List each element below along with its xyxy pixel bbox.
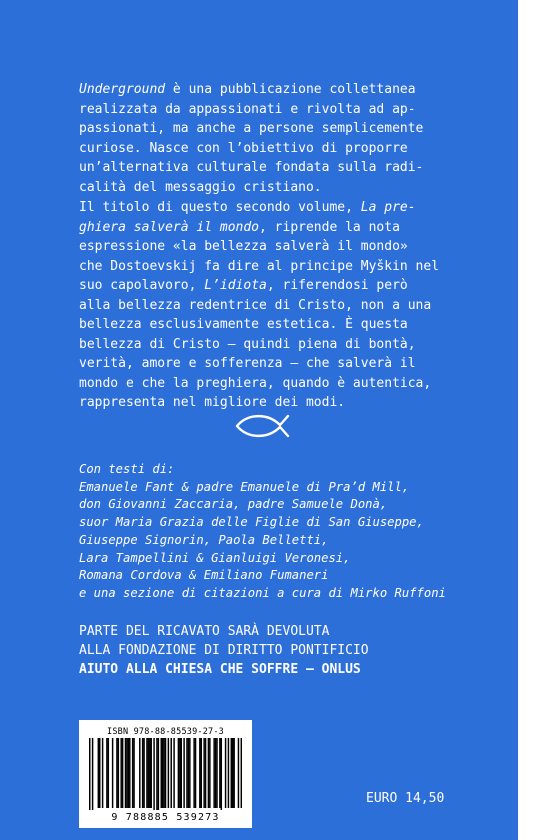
barcode-bar xyxy=(120,738,121,808)
barcode-bar xyxy=(106,738,107,808)
barcode-bar xyxy=(219,738,220,808)
ean-digits: 9 788885 539273 xyxy=(111,812,220,823)
barcode-bar xyxy=(125,738,126,808)
isbn-number: ISBN 978-88-85539-27-3 xyxy=(107,727,224,737)
contributors-heading: Con testi di: xyxy=(79,462,175,476)
contributor-line: Lara Tampellini & Gianluigi Veronesi, xyxy=(79,550,351,565)
barcode-bar xyxy=(203,738,204,808)
barcode-bar xyxy=(165,738,166,808)
barcode-bar xyxy=(221,738,222,810)
barcode-bar xyxy=(132,738,133,808)
description-line: suo capolavoro, L’idiota, riferendosi però xyxy=(79,278,408,293)
intro-line: passionati, ma anche a persone semplicemente xyxy=(79,121,424,136)
contributors-list xyxy=(79,461,459,603)
contributor-line: suor Maria Grazia delle Figlie di San Giuseppe, xyxy=(79,515,424,530)
description-line: che Dostoevskij fa dire al principe Myškin nel xyxy=(79,258,440,274)
barcode-bar xyxy=(241,738,242,808)
description-line: espressione «la bellezza salverà il mondo» xyxy=(79,239,408,254)
barcode-bar xyxy=(195,738,196,808)
barcode-bar xyxy=(231,738,232,808)
barcode-bar xyxy=(149,738,150,808)
barcode-bar xyxy=(168,738,169,808)
barcode-bar xyxy=(179,738,180,808)
book-title: ghiera salverà il mondo xyxy=(79,219,260,235)
barcode-bar xyxy=(102,738,103,808)
description-line: bellezza esclusivamente estetica. È questa xyxy=(79,317,408,332)
price-label: EURO 14,50 xyxy=(366,791,445,806)
barcode-bar xyxy=(99,738,100,808)
intro-line: realizzata da appassionati e rivolta ad ap- xyxy=(79,101,416,117)
contributor-line: e una sezione di citazioni a cura di Mirko Ruffoni xyxy=(79,585,446,600)
barcode-bar xyxy=(238,738,239,808)
barcode-bar xyxy=(146,738,147,808)
intro-line: Underground è una pubblicazione collettanea xyxy=(79,82,416,97)
barcode-bar xyxy=(122,738,123,808)
barcode-bar xyxy=(199,738,200,808)
ichthys-fish-icon xyxy=(234,412,290,440)
barcode-bar xyxy=(232,738,233,808)
barcode-bar xyxy=(148,738,149,808)
barcode-bar xyxy=(142,738,143,808)
barcode-bar xyxy=(189,738,190,808)
barcode-bar xyxy=(161,738,162,808)
barcode-bar xyxy=(205,738,206,808)
barcode-bar xyxy=(89,738,90,810)
barcode-bar xyxy=(183,738,184,808)
barcode-bar xyxy=(178,738,179,808)
barcode-bar xyxy=(143,738,144,808)
notice-line: PARTE DEL RICAVATO SARÀ DEVOLUTA xyxy=(79,624,330,639)
book-title: La pre- xyxy=(360,200,416,215)
description-line: ghiera salverà il mondo, riprende la nota xyxy=(79,219,400,235)
barcode-bar xyxy=(162,738,163,808)
barcode-bar xyxy=(186,738,187,808)
barcode-bar xyxy=(188,738,189,808)
intro-line: un’alternativa culturale fondata sulla radi- xyxy=(79,160,424,175)
charity-name: AIUTO ALLA CHIESA CHE SOFFRE – ONLUS xyxy=(79,662,361,677)
description-line: alla bellezza redentrice di Cristo, non a una xyxy=(79,297,432,313)
barcode-bar xyxy=(193,738,194,808)
barcode-bar xyxy=(173,738,174,808)
barcode-bar xyxy=(163,738,164,808)
barcode-bar xyxy=(228,738,229,808)
barcode-bar xyxy=(150,738,151,808)
barcode-bar xyxy=(128,738,129,808)
description-line: bellezza di Cristo – quindi piena di bontà, xyxy=(79,336,416,352)
barcode-bar xyxy=(129,738,130,808)
description-line: rappresenta nel migliore dei modi. xyxy=(79,395,346,410)
barcode-bar xyxy=(153,738,154,810)
barcode-bar xyxy=(156,738,157,810)
publication-name: Underground xyxy=(79,82,166,97)
isbn-barcode xyxy=(79,720,252,828)
contributor-line: Emanuele Fant & padre Emanuele di Pra’d Mill, xyxy=(79,479,410,494)
barcode-bar xyxy=(171,738,172,808)
donation-notice xyxy=(79,622,369,679)
barcode-bar xyxy=(118,738,119,808)
barcode-bars xyxy=(89,738,242,810)
barcode-bar xyxy=(92,738,93,810)
description-line: mondo e che la preghiera, quando è autentica, xyxy=(79,375,432,391)
barcode-bar xyxy=(216,738,217,808)
intro-line: calità del messaggio cristiano. xyxy=(79,179,322,195)
barcode-bar xyxy=(133,738,134,808)
barcode-bar xyxy=(225,738,226,808)
contributor-line: Giuseppe Signorin, Paola Belletti, xyxy=(79,532,329,547)
barcode-bar xyxy=(158,738,159,810)
intro-paragraph xyxy=(79,80,445,197)
barcode-bar xyxy=(233,738,234,808)
barcode-bar xyxy=(112,738,113,808)
contributor-line: Romana Cordova & Emiliano Fumaneri xyxy=(79,568,329,583)
barcode-bar xyxy=(126,738,127,808)
description-line: Il titolo di questo secondo volume, La pre- xyxy=(79,200,416,215)
barcode-bar xyxy=(201,738,202,808)
barcode-bar xyxy=(108,738,109,808)
barcode-bar xyxy=(116,738,117,808)
intro-line: curiose. Nasce con l’obiettivo di proporre xyxy=(79,140,408,156)
contributor-line: don Giovanni Zaccaria, padre Samuele Donà, xyxy=(79,497,388,512)
barcode-bar xyxy=(208,738,209,808)
novel-title: L’idiota xyxy=(204,278,267,293)
description-paragraph xyxy=(79,198,445,413)
description-line: verità, amore e sofferenza – che salverà il xyxy=(79,356,416,371)
barcode-bar xyxy=(215,738,216,808)
barcode-bar xyxy=(209,738,210,808)
barcode-bar xyxy=(181,738,182,808)
barcode-bar xyxy=(98,738,99,808)
barcode-bar xyxy=(213,738,214,808)
notice-line: ALLA FONDAZIONE DI DIRITTO PONTIFICIO xyxy=(79,643,369,658)
barcode-bar xyxy=(139,738,140,808)
